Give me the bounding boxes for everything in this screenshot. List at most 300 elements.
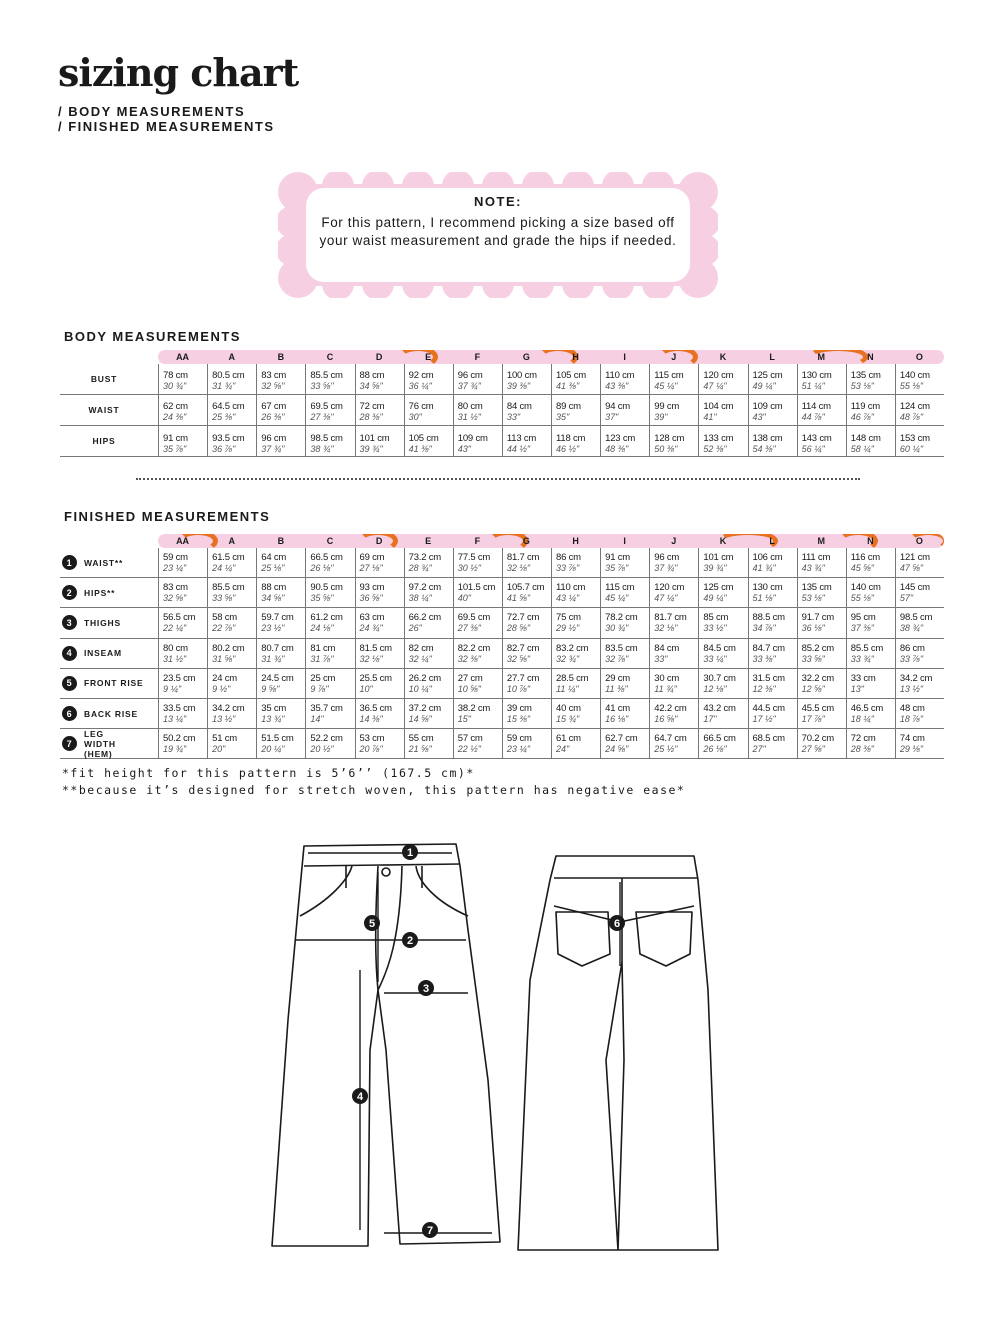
table-cell [748, 395, 797, 425]
table-cell [404, 669, 453, 698]
cm-value: 125 cm [703, 582, 734, 594]
table-cell [600, 426, 649, 456]
cm-value: 43.2 cm [703, 703, 736, 714]
inch-value: 41 ⅜" [408, 444, 432, 454]
table-cell [256, 578, 305, 607]
cm-value: 58 cm [212, 612, 237, 624]
inch-value: 41 ⅝" [506, 593, 531, 604]
inch-value: 30 ¾" [163, 381, 187, 391]
inch-value: 32 ⅛" [359, 653, 383, 664]
table-cell [502, 364, 551, 394]
note-body: For this pattern, I recommend picking a size based off your waist measurement and grade the hips if needed. [319, 215, 677, 248]
cm-value: 69 cm [359, 552, 385, 563]
size-label: AA [176, 352, 190, 362]
cm-value: 84 cm [654, 642, 680, 654]
table-cell [355, 578, 404, 607]
inch-value: 43 ¾" [801, 563, 825, 573]
table-cell [649, 639, 698, 668]
inch-value: 37 ¾" [654, 563, 678, 573]
inch-value: 10 ⅞" [506, 683, 531, 694]
cm-value: 27 cm [457, 672, 483, 684]
inch-value: 13" [850, 683, 864, 694]
note-box [278, 172, 718, 298]
cm-value: 64 cm [261, 552, 287, 563]
row-label [60, 426, 158, 456]
inch-value: 25 ⅛" [261, 563, 285, 573]
table-cell [649, 578, 698, 607]
cm-value: 66.2 cm [408, 612, 442, 624]
table-row [60, 426, 944, 457]
cm-value: 105.7 cm [506, 582, 545, 594]
table-cell [600, 669, 649, 698]
size-label: O [915, 352, 923, 362]
inch-value: 29 ½" [556, 623, 580, 634]
cm-value: 26.2 cm [408, 672, 442, 684]
inch-value: 16 ⅝" [654, 714, 678, 724]
table-cell [846, 699, 895, 728]
cm-value: 105 cm [556, 370, 586, 381]
inch-value: 50 ⅜" [654, 444, 678, 454]
cm-value: 85.5 cm [310, 370, 343, 381]
table-cell [207, 578, 256, 607]
table-cell [207, 639, 256, 668]
note-heading: NOTE: [474, 194, 522, 209]
inch-value: 47 ¼" [654, 593, 678, 604]
cm-value: 67 cm [261, 401, 287, 412]
cm-value: 94 cm [605, 401, 630, 412]
inch-value: 24 ¾" [359, 623, 383, 634]
size-label: J [671, 536, 677, 546]
table-cell [846, 669, 895, 698]
table-cell [305, 548, 354, 577]
table-cell [649, 395, 698, 425]
cm-value: 130 cm [801, 370, 832, 381]
table-cell [895, 729, 944, 758]
table-cell [698, 608, 747, 637]
table-cell [355, 669, 404, 698]
cm-value: 96 cm [457, 370, 483, 381]
size-label: I [623, 536, 626, 546]
cm-value: 98.5 cm [899, 612, 933, 624]
cm-value: 123 cm [605, 433, 636, 444]
size-label: D [375, 536, 383, 546]
cm-value: 69.5 cm [457, 612, 491, 624]
inch-value: 10 ¼" [408, 683, 432, 694]
table-cell [502, 548, 551, 577]
row-label [60, 395, 158, 425]
inch-value: 24 ⅛" [310, 623, 334, 634]
cm-value: 109 cm [457, 433, 488, 444]
inch-value: 45 ⅝" [850, 563, 874, 573]
table-cell [846, 608, 895, 637]
inch-value: 24 ⅜" [163, 412, 187, 422]
inch-value: 60 ¼" [899, 444, 924, 454]
inch-value: 49 ¼" [752, 381, 776, 391]
section-divider [136, 478, 860, 480]
cm-value: 82 cm [408, 642, 434, 654]
inch-value: 37" [605, 412, 619, 422]
cm-value: 24.5 cm [261, 672, 294, 684]
table-cell [846, 426, 895, 456]
measurement-number: 5 [62, 676, 77, 691]
cm-value: 101.5 cm [457, 582, 496, 594]
table-row [60, 608, 944, 638]
cm-value: 116 cm [850, 552, 880, 563]
inch-value: 33 ⅝" [212, 593, 236, 604]
table-cell [158, 729, 207, 758]
cm-value: 80 cm [457, 401, 483, 412]
nav-finished-measurements[interactable]: / FINISHED MEASUREMENTS [58, 119, 275, 134]
inch-value: 30 ¾" [605, 623, 629, 634]
cm-value: 83 cm [163, 582, 188, 594]
marker-7-label: 7 [426, 1225, 434, 1237]
cm-value: 80.2 cm [212, 642, 245, 654]
inch-value: 41 ¾" [752, 563, 776, 573]
inch-value: 36 ⅛" [801, 623, 825, 634]
cm-value: 110 cm [605, 370, 635, 381]
table-cell [600, 729, 649, 758]
table-cell [404, 364, 453, 394]
table-cell [404, 395, 453, 425]
inch-value: 28 ⅜" [359, 412, 383, 422]
cm-value: 125 cm [752, 370, 783, 381]
cm-value: 70.2 cm [801, 733, 835, 745]
table-cell [158, 608, 207, 637]
inch-value: 22 ¼" [163, 623, 187, 634]
inch-value: 20 ¼" [261, 744, 285, 755]
inch-value: 33 ¼" [703, 653, 727, 664]
cm-value: 140 cm [899, 370, 930, 381]
inch-value: 9 ⅝" [261, 683, 280, 694]
table-cell [305, 699, 354, 728]
inch-value: 35 ⅞" [163, 444, 187, 454]
inch-value: 27 ⅛" [359, 563, 383, 573]
table-cell [256, 669, 305, 698]
table-cell [551, 729, 600, 758]
table-cell [207, 608, 256, 637]
cm-value: 118 cm [556, 433, 586, 444]
cm-value: 52.2 cm [310, 733, 343, 745]
inch-value: 22 ⅞" [212, 623, 236, 634]
table-cell [305, 669, 354, 698]
size-label: B [277, 536, 285, 546]
table-row [60, 729, 944, 759]
inch-value: 34 ⅞" [752, 623, 776, 634]
measurement-number: 7 [62, 736, 77, 751]
table-cell [305, 395, 354, 425]
inch-value: 26" [408, 623, 422, 634]
table-cell [895, 669, 944, 698]
table-cell [698, 669, 747, 698]
table-row [60, 578, 944, 608]
inch-value: 14 ⅜" [359, 714, 383, 724]
table-cell [600, 699, 649, 728]
inch-value: 41 ⅜" [556, 381, 580, 391]
inch-value: 49 ¼" [703, 593, 727, 604]
inch-value: 23 ¼" [163, 563, 187, 573]
size-label: A [228, 352, 235, 362]
table-cell [698, 639, 747, 668]
marker-5-label: 5 [368, 918, 376, 930]
inch-value: 31 ⅞" [310, 653, 334, 664]
table-cell [698, 395, 747, 425]
cm-value: 104 cm [703, 401, 734, 412]
cm-value: 23.5 cm [163, 672, 196, 684]
cm-value: 51.5 cm [261, 733, 294, 745]
cm-value: 86 cm [899, 642, 925, 654]
cm-value: 100 cm [506, 370, 537, 381]
inch-value: 32 ⅝" [261, 381, 285, 391]
cm-value: 98.5 cm [310, 433, 343, 444]
size-label: I [623, 352, 626, 362]
inch-value: 48 ⅞" [899, 412, 924, 422]
cm-value: 61.5 cm [212, 552, 245, 563]
cm-value: 85.5 cm [212, 582, 245, 594]
cm-value: 85.5 cm [850, 642, 884, 654]
table-cell [256, 548, 305, 577]
cm-value: 61.2 cm [310, 612, 343, 624]
table-cell [748, 699, 797, 728]
cm-value: 115 cm [605, 582, 635, 594]
inch-value: 11 ¼" [556, 683, 579, 694]
cm-value: 57 cm [457, 733, 483, 745]
footnote-negative-ease: **because it’s designed for stretch woven, this pattern has negative ease* [62, 783, 686, 797]
cm-value: 91 cm [605, 552, 630, 563]
cm-value: 69.5 cm [310, 401, 343, 412]
inch-value: 36 ¼" [408, 381, 432, 391]
table-cell [846, 578, 895, 607]
inch-value: 51 ⅛" [752, 593, 776, 604]
table-cell [404, 578, 453, 607]
cm-value: 120 cm [654, 582, 685, 594]
cm-value: 113 cm [506, 433, 537, 444]
cm-value: 59.7 cm [261, 612, 294, 624]
nav-body-measurements[interactable]: / BODY MEASUREMENTS [58, 104, 246, 119]
cm-value: 84.5 cm [703, 642, 736, 654]
table-cell [551, 608, 600, 637]
cm-value: 77.5 cm [457, 552, 491, 563]
cm-value: 145 cm [899, 582, 930, 594]
inch-value: 32 ⅞" [605, 653, 629, 664]
table-cell [207, 364, 256, 394]
cm-value: 31.5 cm [752, 672, 785, 684]
inch-value: 34 ⅝" [359, 381, 383, 391]
inch-value: 31 ⅝" [212, 653, 236, 664]
cm-value: 90.5 cm [310, 582, 343, 594]
cm-value: 51 cm [212, 733, 237, 745]
inch-value: 33 ½" [703, 623, 727, 634]
inch-value: 32 ¾" [556, 653, 580, 664]
inch-value: 13 ½" [899, 683, 924, 694]
inch-value: 32 ⅛" [654, 623, 678, 634]
cm-value: 33 cm [850, 672, 876, 684]
table-cell [698, 729, 747, 758]
inch-value: 20 ⅞" [359, 744, 383, 755]
cm-value: 82.2 cm [457, 642, 491, 654]
inch-value: 35" [556, 412, 570, 422]
table-cell [551, 669, 600, 698]
inch-value: 22 ½" [457, 744, 481, 755]
inch-value: 37 ¾" [457, 381, 481, 391]
cm-value: 119 cm [850, 401, 880, 412]
cm-value: 84.7 cm [752, 642, 785, 654]
table-cell [551, 578, 600, 607]
section-nav [58, 104, 275, 134]
table-cell [158, 426, 207, 456]
size-label: M [817, 352, 825, 362]
table-cell [305, 608, 354, 637]
cm-value: 36.5 cm [359, 703, 392, 714]
table-cell [600, 578, 649, 607]
inch-value: 43" [752, 412, 766, 422]
inch-value: 54 ⅜" [752, 444, 776, 454]
table-cell [895, 578, 944, 607]
inch-value: 27 ⅝" [801, 744, 825, 755]
table-cell [355, 639, 404, 668]
cm-value: 72.7 cm [506, 612, 540, 624]
table-cell [256, 395, 305, 425]
inch-value: 58 ¼" [850, 444, 874, 454]
size-label: K [719, 536, 727, 546]
table-cell [355, 426, 404, 456]
inch-value: 32 ⅛" [506, 563, 531, 573]
cm-value: 135 cm [850, 370, 881, 381]
row-label [60, 639, 158, 668]
cm-value: 111 cm [801, 552, 831, 563]
table-cell [502, 395, 551, 425]
table-cell [600, 364, 649, 394]
cm-value: 93 cm [359, 582, 385, 594]
inch-value: 53 ⅛" [850, 381, 874, 391]
inch-value: 29 ⅛" [899, 744, 924, 755]
inch-value: 28 ⅝" [506, 623, 531, 634]
table-cell [797, 699, 846, 728]
inch-value: 38 ¾" [310, 444, 334, 454]
inch-value: 31 ¾" [212, 381, 236, 391]
table-cell [404, 729, 453, 758]
cm-value: 80 cm [163, 642, 188, 654]
size-label: C [326, 352, 334, 362]
table-cell [158, 395, 207, 425]
table-cell [551, 426, 600, 456]
inch-value: 31 ½" [163, 653, 187, 664]
cm-value: 63 cm [359, 612, 385, 624]
inch-value: 27" [752, 744, 766, 755]
cm-value: 85 cm [703, 612, 729, 624]
inch-value: 47 ⅝" [899, 563, 924, 573]
table-cell [551, 639, 600, 668]
cm-value: 80.7 cm [261, 642, 294, 654]
inch-value: 33" [506, 412, 521, 422]
inch-value: 23 ½" [261, 623, 285, 634]
inch-value: 39 ¾" [703, 563, 727, 573]
table-cell [158, 578, 207, 607]
cm-value: 86 cm [556, 552, 581, 563]
inch-value: 12 ⅝" [801, 683, 825, 694]
inch-value: 38 ¾" [899, 623, 924, 634]
inch-value: 32 ¼" [408, 653, 432, 664]
inch-value: 46 ½" [556, 444, 580, 454]
table-cell [649, 608, 698, 637]
cm-value: 92 cm [408, 370, 434, 381]
table-cell [305, 729, 354, 758]
row-label-text: INSEAM [84, 648, 122, 659]
inch-value: 19 ¾" [163, 744, 187, 755]
cm-value: 27.7 cm [506, 672, 540, 684]
inch-value: 32 ⅝" [163, 593, 187, 604]
table-cell [797, 548, 846, 577]
table-cell [453, 729, 502, 758]
cm-value: 62.7 cm [605, 733, 638, 745]
table-cell [600, 548, 649, 577]
inch-value: 30" [408, 412, 422, 422]
cm-value: 30 cm [654, 672, 680, 684]
inch-value: 55 ⅛" [899, 381, 924, 391]
inch-value: 31 ¾" [261, 653, 285, 664]
inch-value: 26 ⅛" [703, 744, 727, 755]
size-label: L [769, 352, 775, 362]
table-cell [502, 608, 551, 637]
inch-value: 13 ¾" [261, 714, 285, 724]
table-cell [256, 699, 305, 728]
cm-value: 34.2 cm [212, 703, 245, 714]
inch-value: 31 ½" [457, 412, 481, 422]
size-label: N [867, 352, 874, 362]
cm-value: 97.2 cm [408, 582, 442, 594]
inch-value: 35 ⅞" [605, 563, 629, 573]
table-cell [355, 548, 404, 577]
inch-value: 26 ⅛" [310, 563, 334, 573]
size-label: B [277, 352, 285, 362]
row-label-text: HIPS [92, 436, 116, 446]
table-cell [895, 639, 944, 668]
row-label-text: WAIST** [84, 557, 124, 568]
inch-value: 56 ¼" [801, 444, 825, 454]
cm-value: 83 cm [261, 370, 287, 381]
table-cell [551, 364, 600, 394]
table-cell [305, 578, 354, 607]
table-cell [797, 426, 846, 456]
inch-value: 11 ¾" [654, 683, 677, 694]
table-cell [355, 729, 404, 758]
cm-value: 73.2 cm [408, 552, 442, 563]
table-row [60, 639, 944, 669]
table-cell [453, 426, 502, 456]
marker-4-label: 4 [356, 1091, 364, 1103]
inch-value: 30 ½" [457, 563, 481, 573]
table-cell [207, 729, 256, 758]
cm-value: 28.5 cm [556, 672, 589, 684]
cm-value: 56.5 cm [163, 612, 196, 624]
inch-value: 41" [703, 412, 717, 422]
cm-value: 133 cm [703, 433, 734, 444]
inch-value: 9 ½" [212, 683, 231, 694]
inch-value: 12 ⅜" [752, 683, 776, 694]
row-label [60, 364, 158, 394]
table-cell [256, 426, 305, 456]
table-cell [355, 699, 404, 728]
cm-value: 105 cm [408, 433, 439, 444]
cm-value: 128 cm [654, 433, 685, 444]
inch-value: 26 ⅜" [261, 412, 285, 422]
table-cell [895, 395, 944, 425]
inch-value: 25 ⅜" [212, 412, 236, 422]
cm-value: 25.5 cm [359, 672, 392, 684]
table-cell [895, 426, 944, 456]
table-cell [846, 364, 895, 394]
cm-value: 82.7 cm [506, 642, 540, 654]
cm-value: 66.5 cm [310, 552, 343, 563]
